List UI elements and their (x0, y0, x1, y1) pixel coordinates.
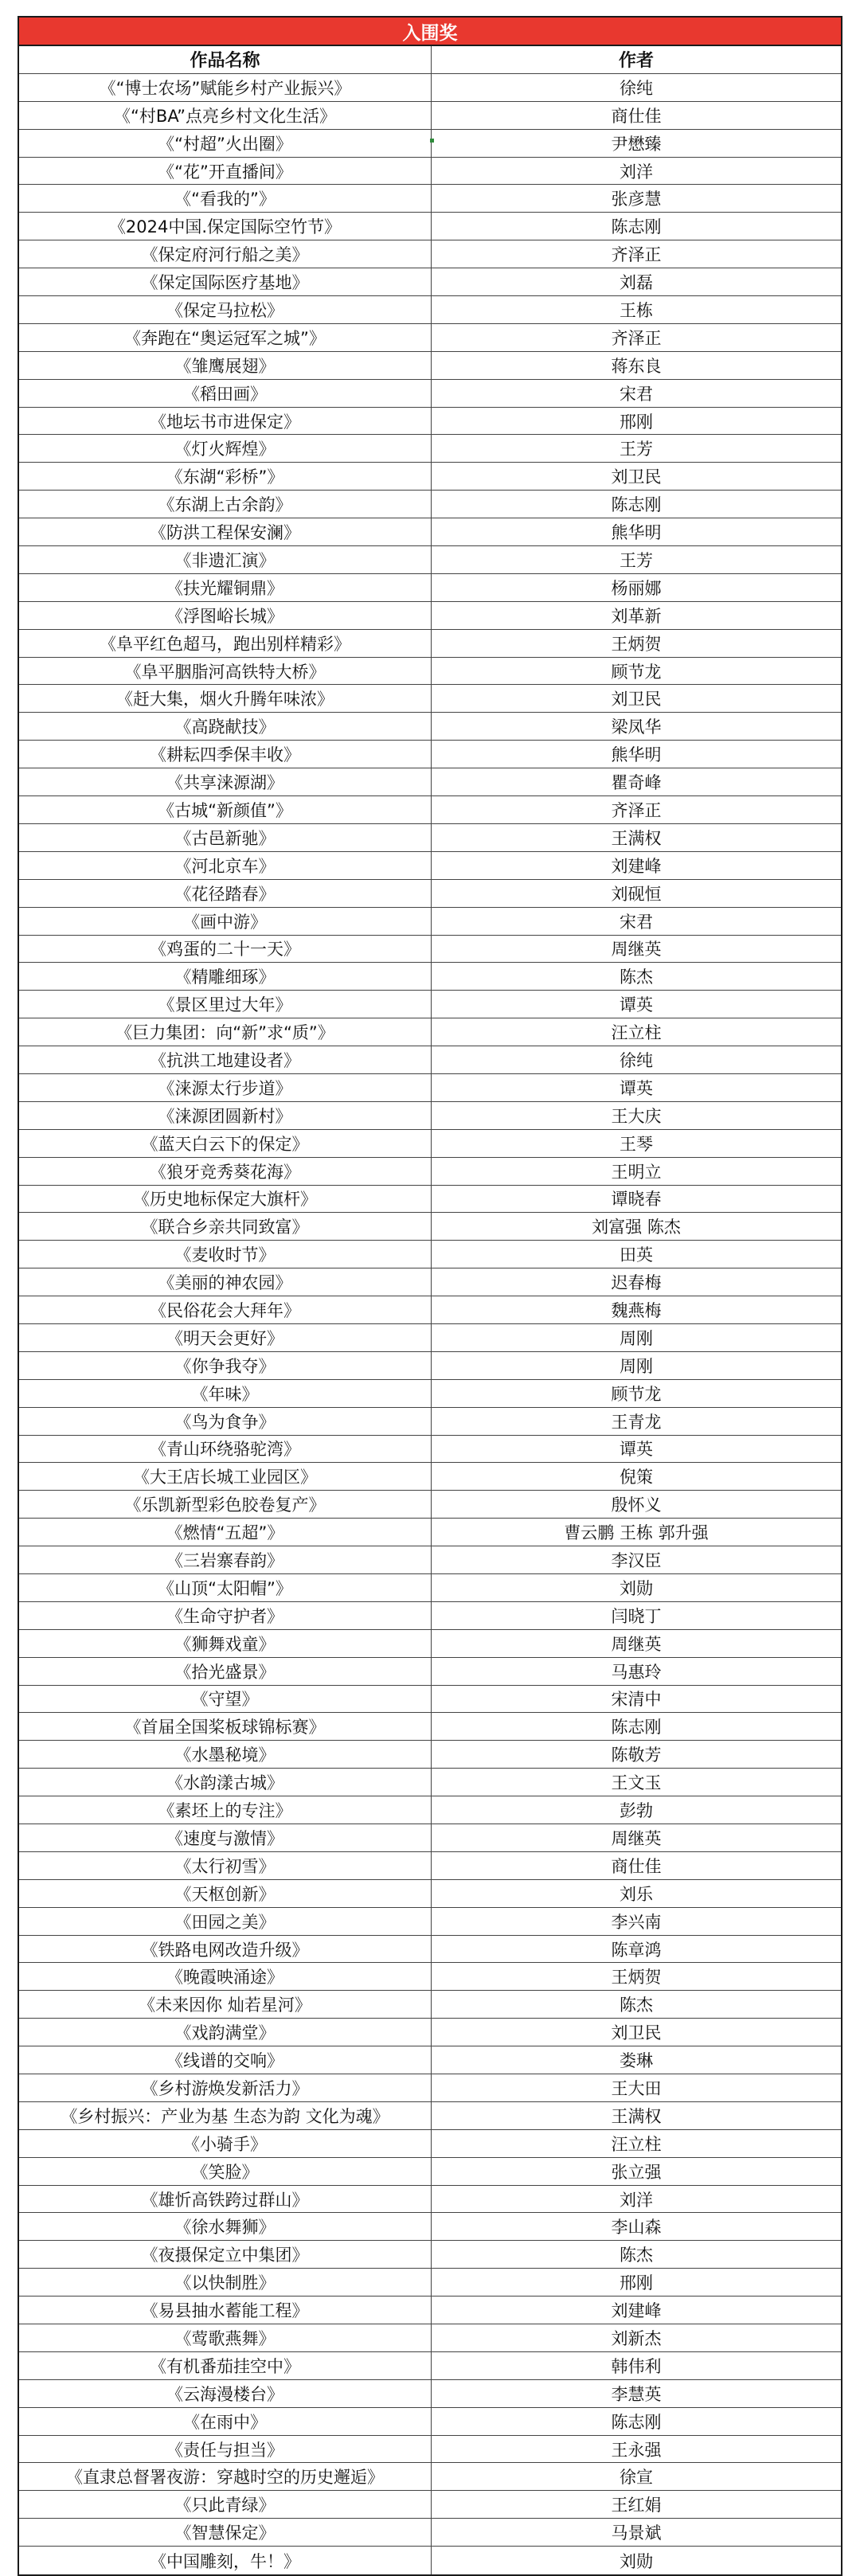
work-title-cell: 《蓝天白云下的保定》 (19, 1130, 432, 1157)
work-title-cell: 《“看我的”》 (19, 185, 432, 212)
author-cell: 熊华明 (611, 745, 662, 765)
table-row (19, 2324, 841, 2352)
author-cell: 魏燕梅 (611, 1301, 662, 1321)
header-work: 作品名称 (19, 46, 432, 73)
work-title-cell: 《有机番茄挂空中》 (19, 2352, 432, 2379)
work-title-cell: 《狮舞戏童》 (19, 1630, 432, 1657)
author-cell: 马惠玲 (611, 1662, 662, 1682)
author-cell: 王永强 (611, 2440, 662, 2460)
work-title-cell: 《乡村游焕发新活力》 (19, 2074, 432, 2101)
work-title-cell: 《精雕细琢》 (19, 963, 432, 990)
table-row (19, 1713, 841, 1741)
author-cell: 王炳贺 (611, 634, 662, 654)
author-cell: 王大田 (611, 2078, 662, 2098)
author-cell: 刘革新 (611, 606, 662, 626)
work-title-cell: 《狼牙竞秀葵花海》 (19, 1158, 432, 1185)
table-row (19, 1186, 841, 1214)
work-title-cell: 《以快制胜》 (19, 2269, 432, 2296)
author-cell: 刘乐 (620, 1884, 653, 1904)
author-cell: 宋君 (620, 912, 653, 932)
author-cell: 陈志刚 (611, 217, 662, 237)
author-cell: 王芳 (620, 550, 653, 570)
work-title-cell: 《素坯上的专注》 (19, 1796, 432, 1824)
author-cell: 周继英 (611, 1634, 662, 1654)
table-row (19, 463, 841, 491)
work-title-cell: 《画中游》 (19, 908, 432, 935)
work-title-cell: 《景区里过大年》 (19, 991, 432, 1018)
table-row (19, 1630, 841, 1658)
work-title-cell: 《首届全国桨板球锦标赛》 (19, 1713, 432, 1740)
author-cell: 熊华明 (611, 523, 662, 543)
work-title-cell: 《生命守护者》 (19, 1602, 432, 1629)
work-title-cell: 《阜平红色超马，跑出别样精彩》 (19, 630, 432, 657)
work-title-cell: 《水墨秘境》 (19, 1741, 432, 1768)
work-title-cell: 《稻田画》 (19, 380, 432, 407)
author-cell: 刘磊 (620, 273, 653, 293)
table-row (19, 1046, 841, 1074)
table-row (19, 380, 841, 408)
work-title-cell: 《“博士农场”赋能乡村产业振兴》 (19, 74, 432, 101)
table-row (19, 1963, 841, 1991)
table-row (19, 658, 841, 686)
work-title-cell: 《铁路电网改造升级》 (19, 1936, 432, 1963)
table-row (19, 74, 841, 102)
author-cell: 徐宣 (620, 2468, 653, 2488)
author-cell: 王芳 (620, 440, 653, 459)
author-cell: 周继英 (611, 1828, 662, 1848)
table-row (19, 435, 841, 463)
author-cell: 梁凤华 (611, 717, 662, 737)
table-row (19, 2269, 841, 2297)
author-cell: 刘勋 (620, 2551, 653, 2571)
work-title-cell: 《乡村振兴：产业为基 生态为韵 文化为魂》 (19, 2102, 432, 2129)
work-title-cell: 《在雨中》 (19, 2408, 432, 2435)
author-cell: 汪立柱 (611, 1023, 662, 1043)
table-row (19, 991, 841, 1018)
table-row (19, 1241, 841, 1268)
author-cell: 闫晓丁 (611, 1606, 662, 1626)
table-row (19, 2046, 841, 2074)
author-cell: 王明立 (611, 1162, 662, 1182)
table-row (19, 2158, 841, 2186)
table-row (19, 574, 841, 602)
author-cell: 邢刚 (620, 2273, 653, 2293)
work-title-cell: 《阜平胭脂河高铁特大桥》 (19, 658, 432, 685)
table-row (19, 1824, 841, 1852)
table-row (19, 1158, 841, 1186)
author-cell: 杨丽娜 (611, 578, 662, 598)
work-title-cell: 《夜摄保定立中集团》 (19, 2241, 432, 2268)
author-cell: 陈敬芳 (611, 1745, 662, 1765)
author-cell: 刘勋 (620, 1578, 653, 1598)
table-row (19, 2213, 841, 2241)
table-row (19, 518, 841, 546)
author-cell: 谭晓春 (611, 1190, 662, 1210)
author-cell: 张立强 (611, 2162, 662, 2182)
author-cell: 刘富强 陈杰 (592, 1218, 681, 1237)
work-title-cell: 《智慧保定》 (19, 2519, 432, 2546)
work-title-cell: 《水韵漾古城》 (19, 1769, 432, 1796)
work-title-cell: 《你争我夺》 (19, 1352, 432, 1379)
table-row (19, 1686, 841, 1714)
work-title-cell: 《田园之美》 (19, 1908, 432, 1935)
table-row (19, 268, 841, 296)
work-title-cell: 《山顶“太阳帽”》 (19, 1574, 432, 1601)
work-title-cell: 《“村BA”点亮乡村文化生活》 (19, 102, 432, 129)
work-title-cell: 《抗洪工地建设者》 (19, 1046, 432, 1073)
table-row (19, 546, 841, 574)
author-cell: 倪策 (620, 1468, 653, 1487)
author-cell: 张彦慧 (611, 190, 662, 209)
table-row (19, 713, 841, 741)
author-cell: 陈志刚 (611, 1718, 662, 1738)
work-title-cell: 《明天会更好》 (19, 1324, 432, 1351)
table-row (19, 1296, 841, 1324)
table-row (19, 2436, 841, 2464)
work-title-cell: 《保定府河行船之美》 (19, 240, 432, 268)
table-row (19, 2380, 841, 2408)
author-cell: 尹懋臻 (611, 134, 662, 154)
table-row (19, 630, 841, 658)
table-row (19, 1658, 841, 1686)
work-title-cell: 《莺歌燕舞》 (19, 2324, 432, 2351)
table-row (19, 324, 841, 352)
table-row (19, 1352, 841, 1380)
author-cell: 王炳贺 (611, 1968, 662, 1988)
table-row (19, 2547, 841, 2574)
author-cell: 韩伟利 (611, 2356, 662, 2376)
author-cell: 刘建峰 (611, 856, 662, 876)
author-cell: 陈杰 (620, 2246, 653, 2265)
table-row (19, 491, 841, 518)
table-row (19, 2352, 841, 2380)
table-row (19, 602, 841, 630)
work-title-cell: 《高跷献技》 (19, 713, 432, 740)
work-title-cell: 《保定国际医疗基地》 (19, 268, 432, 295)
author-cell: 王红娟 (611, 2496, 662, 2515)
table-row (19, 213, 841, 240)
work-title-cell: 《防洪工程保安澜》 (19, 518, 432, 545)
table-row (19, 1602, 841, 1630)
work-title-cell: 《联合乡亲共同致富》 (19, 1213, 432, 1240)
author-cell: 刘砚恒 (611, 884, 662, 904)
work-title-cell: 《历史地标保定大旗杆》 (19, 1186, 432, 1213)
table-row (19, 824, 841, 852)
work-title-cell: 《守望》 (19, 1686, 432, 1713)
work-title-cell: 《东湖“彩桥”》 (19, 463, 432, 490)
table-row (19, 2297, 841, 2324)
award-table (18, 16, 842, 2576)
author-cell: 王满权 (611, 828, 662, 848)
work-title-cell: 《涞源太行步道》 (19, 1074, 432, 1101)
table-row (19, 796, 841, 824)
author-cell: 陈杰 (620, 1996, 653, 2015)
author-cell: 李汉臣 (611, 1551, 662, 1571)
table-row (19, 1463, 841, 1491)
work-title-cell: 《美丽的神农园》 (19, 1268, 432, 1296)
work-title-cell: 《共享涞源湖》 (19, 768, 432, 795)
table-row (19, 1268, 841, 1296)
table-row (19, 2186, 841, 2214)
table-row (19, 2519, 841, 2547)
table-row (19, 2491, 841, 2519)
author-cell: 宋君 (620, 384, 653, 404)
table-row (19, 240, 841, 268)
table-row (19, 1380, 841, 1408)
table-row (19, 130, 841, 158)
author-cell: 李山森 (611, 2218, 662, 2238)
work-title-cell: 《速度与激情》 (19, 1824, 432, 1851)
table-row (19, 2241, 841, 2269)
table-row (19, 1436, 841, 1464)
work-title-cell: 《拾光盛景》 (19, 1658, 432, 1685)
table-row (19, 185, 841, 213)
table-row (19, 2019, 841, 2046)
table-row (19, 1213, 841, 1241)
author-cell: 陈杰 (620, 967, 653, 987)
work-title-cell: 《年味》 (19, 1380, 432, 1407)
work-title-cell: 《青山环绕骆驼湾》 (19, 1436, 432, 1463)
author-cell: 谭英 (620, 1440, 653, 1460)
author-cell: 商仕佳 (611, 106, 662, 126)
table-row (19, 1546, 841, 1574)
work-title-cell: 《云海漫楼台》 (19, 2380, 432, 2407)
work-title-cell: 《奔跑在“奥运冠军之城”》 (19, 324, 432, 351)
author-cell: 周刚 (620, 1328, 653, 1348)
author-cell: 王满权 (611, 2106, 662, 2126)
author-cell: 齐泽正 (611, 328, 662, 348)
work-title-cell: 《东湖上古余韵》 (19, 491, 432, 518)
table-row (19, 852, 841, 880)
author-cell: 刘卫民 (611, 2023, 662, 2043)
table-row (19, 1880, 841, 1908)
table-row (19, 936, 841, 964)
author-cell: 陈章鸿 (611, 1940, 662, 1960)
work-title-cell: 《鸡蛋的二十一天》 (19, 936, 432, 963)
table-row (19, 1852, 841, 1880)
work-title-cell: 《雄忻高铁跨过群山》 (19, 2186, 432, 2213)
author-cell: 李慧英 (611, 2384, 662, 2404)
work-title-cell: 《中国雕刻，牛！》 (19, 2547, 432, 2574)
work-title-cell: 《天枢创新》 (19, 1880, 432, 1907)
author-cell: 蒋东良 (611, 356, 662, 376)
author-cell: 王大庆 (611, 1106, 662, 1126)
work-title-cell: 《责任与担当》 (19, 2436, 432, 2463)
author-cell: 汪立柱 (611, 2134, 662, 2154)
table-row (19, 1741, 841, 1769)
work-title-cell: 《只此青绿》 (19, 2491, 432, 2518)
author-cell: 殷怀义 (611, 1495, 662, 1515)
work-title-cell: 《“花”开直播间》 (19, 158, 432, 185)
table-row (19, 768, 841, 796)
table-body (19, 74, 841, 2574)
author-cell: 周刚 (620, 1356, 653, 1376)
table-row (19, 1991, 841, 2019)
work-title-cell: 《雏鹰展翅》 (19, 352, 432, 379)
table-row (19, 158, 841, 186)
table-row (19, 963, 841, 991)
work-title-cell: 《古城“新颜值”》 (19, 796, 432, 823)
author-cell: 徐纯 (620, 1051, 653, 1070)
work-title-cell: 《民俗花会大拜年》 (19, 1296, 432, 1323)
table-header-row (19, 46, 841, 74)
work-title-cell: 《地坛书市进保定》 (19, 408, 432, 435)
author-cell: 刘卫民 (611, 690, 662, 709)
work-title-cell: 《2024中国.保定国际空竹节》 (19, 213, 432, 240)
work-title-cell: 《笑脸》 (19, 2158, 432, 2185)
table-row (19, 2074, 841, 2102)
author-cell: 刘新杰 (611, 2328, 662, 2348)
author-cell: 刘洋 (620, 162, 653, 182)
author-cell: 徐纯 (620, 78, 653, 98)
table-row (19, 908, 841, 936)
table-row (19, 1936, 841, 1964)
work-title-cell: 《乐凯新型彩色胶卷复产》 (19, 1491, 432, 1518)
author-cell: 王青龙 (611, 1412, 662, 1432)
table-row (19, 352, 841, 380)
work-title-cell: 《灯火辉煌》 (19, 435, 432, 462)
author-cell: 瞿奇峰 (611, 773, 662, 793)
table-row (19, 1908, 841, 1936)
table-row (19, 1796, 841, 1824)
work-title-cell: 《小骑手》 (19, 2130, 432, 2157)
author-cell: 齐泽正 (611, 245, 662, 265)
work-title-cell: 《鸟为食争》 (19, 1408, 432, 1435)
author-cell: 马景斌 (611, 2523, 662, 2543)
table-row (19, 1408, 841, 1436)
author-cell: 李兴南 (611, 1912, 662, 1932)
work-title-cell: 《线谱的交响》 (19, 2046, 432, 2074)
table-row (19, 1130, 841, 1158)
work-title-cell: 《赶大集，烟火升腾年味浓》 (19, 685, 432, 712)
work-title-cell: 《保定马拉松》 (19, 296, 432, 323)
work-title-cell: 《徐水舞狮》 (19, 2213, 432, 2240)
table-row (19, 296, 841, 324)
author-cell: 商仕佳 (611, 1856, 662, 1876)
author-cell: 谭英 (620, 995, 653, 1015)
table-row (19, 685, 841, 713)
table-row (19, 1574, 841, 1602)
author-cell: 顾节龙 (611, 662, 662, 682)
author-cell: 刘建峰 (611, 2301, 662, 2321)
work-title-cell: 《直隶总督署夜游：穿越时空的历史邂逅》 (19, 2463, 432, 2490)
table-row (19, 1102, 841, 1130)
author-cell: 彭勃 (620, 1801, 653, 1821)
author-cell: 齐泽正 (611, 800, 662, 820)
cell-comment-marker (430, 139, 434, 143)
author-cell: 陈志刚 (611, 495, 662, 515)
work-title-cell: 《河北京车》 (19, 852, 432, 879)
table-row (19, 2102, 841, 2130)
author-cell: 娄琳 (620, 2051, 653, 2071)
work-title-cell: 《古邑新驰》 (19, 824, 432, 851)
author-cell: 谭英 (620, 1078, 653, 1098)
work-title-cell: 《麦收时节》 (19, 1241, 432, 1268)
table-row (19, 1519, 841, 1546)
author-cell: 顾节龙 (611, 1384, 662, 1404)
author-cell: 王栋 (620, 300, 653, 320)
table-row (19, 1769, 841, 1796)
table-row (19, 102, 841, 130)
work-title-cell: 《扶光耀铜鼎》 (19, 574, 432, 601)
author-cell: 邢刚 (620, 412, 653, 432)
table-row (19, 880, 841, 908)
work-title-cell: 《耕耘四季保丰收》 (19, 741, 432, 768)
work-title-cell: 《晚霞映涌途》 (19, 1963, 432, 1990)
work-title-cell: 《易县抽水蓄能工程》 (19, 2297, 432, 2324)
table-row (19, 2130, 841, 2158)
author-cell: 王琴 (620, 1134, 653, 1154)
table-row (19, 2408, 841, 2436)
table-row (19, 1491, 841, 1519)
work-title-cell: 《未来因你 灿若星河》 (19, 1991, 432, 2018)
work-title-cell: 《燃情“五超”》 (19, 1519, 432, 1546)
work-title-cell: 《非遗汇演》 (19, 546, 432, 573)
author-cell: 刘卫民 (611, 467, 662, 487)
header-author: 作者 (618, 51, 654, 72)
work-title-cell: 《涞源团圆新村》 (19, 1102, 432, 1129)
work-title-cell: 《戏韵满堂》 (19, 2019, 432, 2046)
author-cell: 迟春梅 (611, 1273, 662, 1293)
table-row (19, 1018, 841, 1046)
work-title-cell: 《巨力集团：向“新”求“质”》 (19, 1018, 432, 1046)
table-row (19, 2463, 841, 2491)
table-title: 入围奖 (19, 18, 841, 46)
work-title-cell: 《花径踏春》 (19, 880, 432, 907)
work-title-cell: 《浮图峪长城》 (19, 602, 432, 629)
author-cell: 刘洋 (620, 2190, 653, 2210)
work-title-cell: 《太行初雪》 (19, 1852, 432, 1879)
author-cell: 田英 (620, 1245, 653, 1265)
work-title-cell: 《三岩寨春韵》 (19, 1546, 432, 1573)
table-row (19, 741, 841, 768)
table-row (19, 1074, 841, 1102)
author-cell: 周继英 (611, 940, 662, 960)
author-cell: 王文玉 (611, 1773, 662, 1793)
author-cell: 陈志刚 (611, 2412, 662, 2432)
work-title-cell: 《“村超”火出圈》 (19, 130, 432, 157)
work-title-cell: 《大王店长城工业园区》 (19, 1463, 432, 1490)
table-row (19, 1324, 841, 1352)
table-row (19, 408, 841, 436)
author-cell: 曹云鹏 王栋 郭升强 (564, 1523, 709, 1543)
author-cell: 宋清中 (611, 1690, 662, 1710)
